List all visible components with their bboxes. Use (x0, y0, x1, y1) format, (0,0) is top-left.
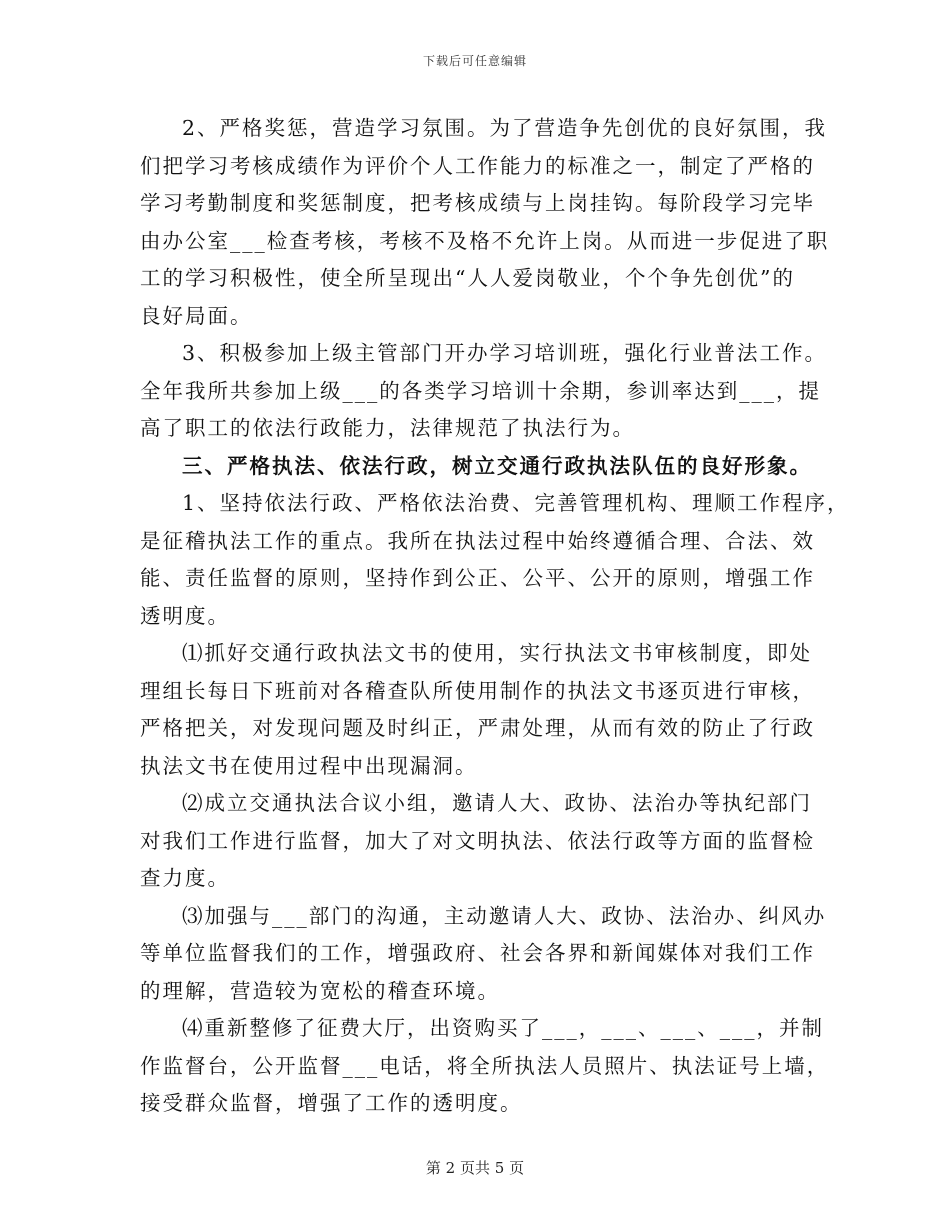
text-line: 工的学习积极性，使全所呈现出“人人爱岗敬业，个个争先创优”的 (140, 266, 795, 290)
text-line: 执法文书在使用过程中出现漏洞。 (140, 753, 478, 778)
text-line: ⑷重新整修了征费大厅，出资购买了___，___、___、___，并制 (182, 1016, 824, 1040)
document-body (140, 110, 850, 1123)
text-line: 学习考勤制度和奖惩制度，把考核成绩与上岗挂钩。每阶段学习完毕 (140, 191, 815, 215)
paragraph (140, 898, 827, 1011)
text-line: 1、坚持依法行政、严格依法治费、完善管理机构、理顺工作程序， (182, 491, 850, 515)
text-line: ⑵成立交通执法合议小组，邀请人大、政协、法治办等执纪部门 (182, 791, 812, 815)
text-line: 透明度。 (140, 603, 230, 628)
text-line: 严格把关，对发现问题及时纠正，严肃处理，从而有效的防止了行政 (140, 716, 815, 740)
paragraph (140, 110, 830, 335)
section-heading (140, 448, 810, 486)
text-line: 是征稽执法工作的重点。我所在执法过程中始终遵循合理、合法、效 (140, 528, 815, 553)
text-line: 查力度。 (140, 866, 230, 890)
text-line: 三、严格执法、依法行政，树立交通行政执法队伍的良好形象。 (182, 453, 812, 478)
text-line: 等单位监督我们的工作，增强政府、社会各界和新闻媒体对我们工作 (140, 941, 815, 965)
page-footer: 第 2 页共 5 页 (425, 1159, 525, 1177)
paragraph (140, 335, 828, 448)
text-line: 高了职工的依法行政能力，法律规范了执法行为。 (140, 416, 635, 440)
text-line: 3、积极参加上级主管部门开办学习培训班，强化行业普法工作。 (182, 341, 828, 365)
text-line: 由办公室___检查考核，考核不及格不允许上岗。从而进一步促进了职 (140, 228, 830, 253)
paragraph (140, 635, 815, 785)
paragraph (140, 1010, 830, 1123)
text-line: 的理解，营造较为宽松的稽查环境。 (140, 978, 500, 1003)
paragraph (140, 485, 850, 635)
text-line: 全年我所共参加上级___的各类学习培训十余期，参训率达到___，提 (140, 378, 821, 403)
text-line: ⑴抓好交通行政执法文书的使用，实行执法文书审核制度，即处 (182, 641, 812, 665)
text-line: 2、严格奖惩，营造学习氛围。为了营造争先创优的良好氛围，我 (182, 116, 828, 140)
text-line: 理组长每日下班前对各稽查队所使用制作的执法文书逐页进行审核， (140, 678, 815, 703)
page-header: 下载后可任意编辑 (422, 54, 527, 68)
text-line: 良好局面。 (140, 303, 253, 328)
text-line: 能、责任监督的原则，坚持作到公正、公平、公开的原则，增强工作 (140, 566, 815, 590)
text-line: 作监督台，公开监督___电话，将全所执法人员照片、执法证号上墙， (140, 1053, 830, 1078)
text-line: 接受群众监督，增强了工作的透明度。 (140, 1091, 523, 1115)
text-line: 们把学习考核成绩作为评价个人工作能力的标准之一，制定了严格的 (140, 153, 815, 178)
text-line: ⑶加强与___部门的沟通，主动邀请人大、政协、法治办、纠风办 (182, 903, 827, 928)
paragraph (140, 785, 815, 898)
text-line: 对我们工作进行监督，加大了对文明执法、依法行政等方面的监督检 (140, 828, 815, 853)
